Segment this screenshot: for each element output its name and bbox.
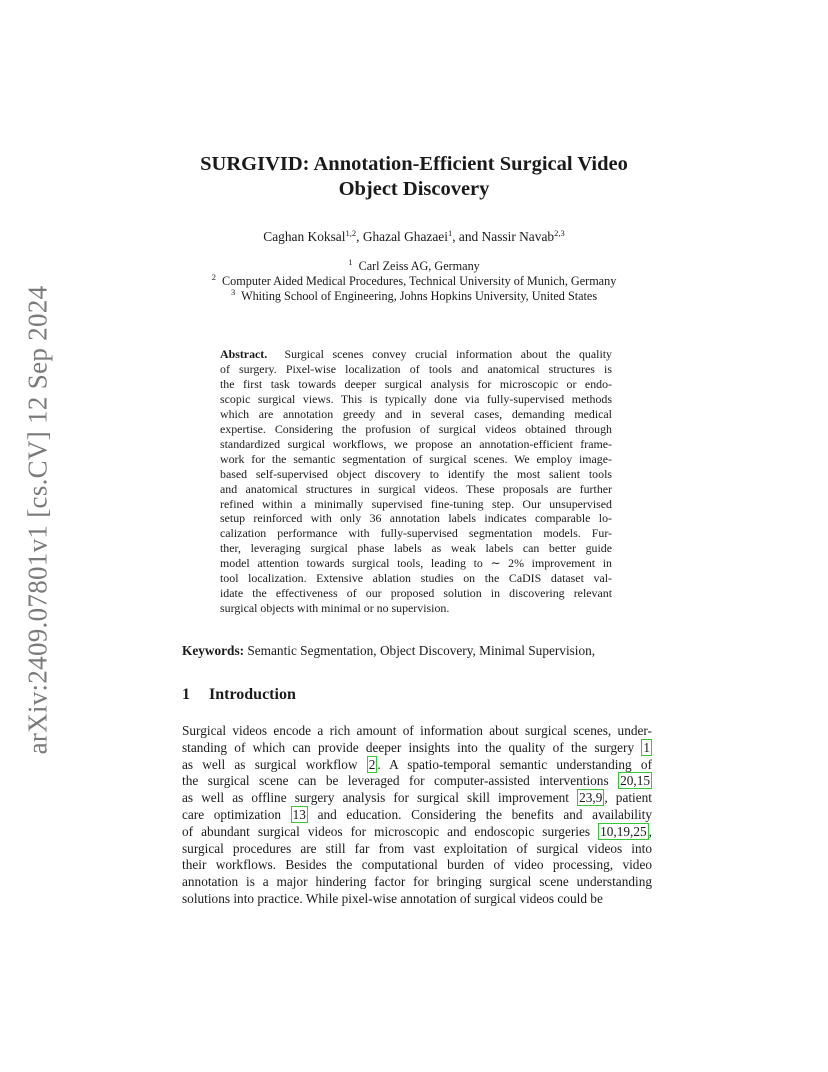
author-name: Nassir Navab bbox=[481, 229, 555, 244]
title-line-1: SURGIVID: Annotation-Efficient Surgical Video bbox=[200, 153, 628, 175]
affiliation-sup: 2 bbox=[211, 272, 216, 282]
keywords bbox=[182, 643, 652, 659]
abstract-line: Abstract. Surgical scenes convey crucial information about the quality bbox=[220, 347, 612, 361]
author-affil-sup: 1,2 bbox=[345, 228, 357, 238]
abstract-line: tool localization. Extensive ablation studies on the CaDIS dataset val- bbox=[220, 571, 612, 586]
citation-link[interactable]: 2 bbox=[368, 756, 376, 772]
author-separator: , bbox=[356, 229, 363, 244]
abstract-line: setup reinforced with only 36 annotation labels indicates comparable lo- bbox=[220, 511, 612, 526]
body-line: as well as offline surgery analysis for surgical skill improvement 23,9 , patient bbox=[182, 790, 652, 806]
author-affil-sup: 2,3 bbox=[554, 228, 565, 238]
abstract-line: of surgery. Pixel-wise localization of tools and anatomical structures is bbox=[220, 361, 612, 376]
arxiv-identifier bbox=[18, 270, 58, 770]
affiliation-sup: 1 bbox=[348, 257, 353, 267]
body-line: care optimization 13 and education. Considering the benefits and availability bbox=[182, 806, 652, 822]
citation-link[interactable]: 1 bbox=[643, 739, 650, 755]
section-number: 1 bbox=[182, 686, 190, 703]
affiliation bbox=[150, 259, 678, 274]
body-line: their workflows. Besides the computational burden of video processing, video bbox=[182, 857, 652, 873]
abstract-line: work for the semantic segmentation of surgical scenes. We employ image- bbox=[220, 451, 612, 466]
citation-link[interactable]: 10,19,25 bbox=[600, 823, 647, 839]
abstract-line: calization performance with fully-supervised segmentation models. Fur- bbox=[220, 526, 612, 541]
body-line: the surgical scene can be leveraged for computer-assisted interventions 20,15 bbox=[182, 773, 650, 789]
author-name: Caghan Koksal bbox=[263, 229, 346, 244]
abstract-line: ther, leveraging surgical phase labels as weak labels can better guide bbox=[220, 541, 612, 556]
arxiv-id-text: arXiv:2409.07801v1 [cs.CV] 12 Sep 2024 bbox=[22, 285, 53, 755]
affiliation bbox=[150, 274, 678, 289]
abstract-line: surgical objects with minimal or no supervision. bbox=[220, 601, 450, 616]
abstract-line: refined within a minimally supervised fine-tuning step. Our unsupervised bbox=[220, 496, 612, 511]
paper-title bbox=[150, 152, 678, 202]
section-title: Introduction bbox=[209, 686, 296, 703]
author bbox=[363, 229, 452, 244]
abstract-line: and anatomical structures in surgical videos. These proposals are further bbox=[220, 481, 612, 496]
abstract-line: model attention towards surgical tools, leading to ∼ 2% improvement in bbox=[220, 556, 612, 571]
citation-link[interactable]: 20,15 bbox=[620, 773, 650, 789]
citation-link[interactable]: 23,9 bbox=[579, 790, 603, 806]
affiliation bbox=[150, 289, 678, 304]
section-heading bbox=[182, 686, 296, 704]
abstract bbox=[220, 347, 612, 616]
citation-link[interactable]: 13 bbox=[292, 806, 306, 822]
author bbox=[263, 229, 356, 244]
affiliation-sup: 3 bbox=[230, 287, 236, 297]
affiliation-text: Whiting School of Engineering, Johns Hopkins University, United States bbox=[241, 289, 598, 303]
body-line: surgical procedures are still far from vast exploitation of surgical videos into bbox=[182, 840, 652, 856]
introduction-body bbox=[182, 723, 652, 908]
author-list bbox=[150, 229, 678, 245]
abstract-label: Abstract. bbox=[220, 347, 268, 361]
abstract-line: based self-supervised object discovery to identify the most salient tools bbox=[220, 466, 612, 481]
affiliation-text: Carl Zeiss AG, Germany bbox=[358, 259, 480, 273]
abstract-line: standardized surgical workflows, we propose an annotation-efficient frame- bbox=[220, 436, 612, 451]
abstract-line: scopic surgical views. This is typically done via fully-supervised methods bbox=[220, 391, 612, 406]
affiliation-list bbox=[150, 259, 678, 304]
author-name: Ghazal Ghazaei bbox=[362, 229, 448, 244]
body-line: Surgical videos encode a rich amount of information about surgical scenes, under- bbox=[182, 723, 652, 738]
body-line: annotation is a major hindering factor for bringing surgical scene understanding bbox=[182, 874, 652, 890]
title-line-2: Object Discovery bbox=[338, 178, 490, 200]
body-line: as well as surgical workflow 2 . A spatio-temporal semantic understanding of bbox=[182, 756, 652, 772]
keywords-text: Semantic Segmentation, Object Discovery, Minimal Supervision, bbox=[247, 643, 596, 658]
affiliation-text: Computer Aided Medical Procedures, Technical University of Munich, Germany bbox=[222, 274, 617, 288]
abstract-line: which are annotation greedy and in several cases, demanding medical bbox=[220, 406, 612, 421]
keywords-label: Keywords: bbox=[182, 643, 245, 658]
body-line: solutions into practice. While pixel-wise annotation of surgical videos could be bbox=[182, 890, 603, 906]
body-line: standing of which can provide deeper insights into the quality of the surgery 1 bbox=[182, 739, 650, 755]
abstract-line: the first task towards deeper surgical analysis for microscopic or endo- bbox=[220, 376, 612, 391]
abstract-line: idate the effectiveness of our proposed solution in discovering relevant bbox=[220, 586, 612, 601]
author bbox=[482, 229, 565, 244]
author-separator: , and bbox=[452, 229, 482, 244]
author-affil-sup: 1 bbox=[447, 228, 453, 238]
body-line: of abundant surgical videos for microscopic and endoscopic surgeries 10,19,25 , bbox=[182, 823, 652, 839]
abstract-line: expertise. Considering the profusion of surgical videos obtained through bbox=[220, 421, 612, 436]
